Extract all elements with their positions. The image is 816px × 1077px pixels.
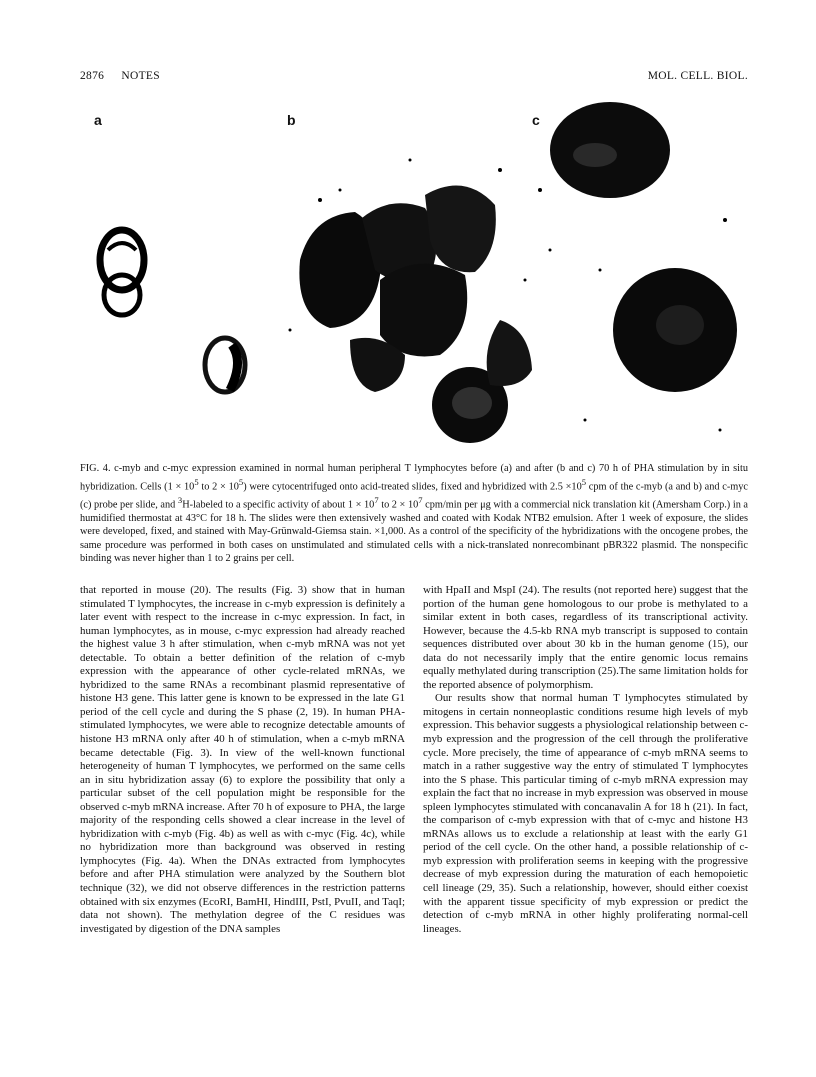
- panel-label-b: b: [287, 112, 296, 128]
- header-left: [80, 70, 160, 82]
- caption-part: to 2 × 10: [198, 481, 239, 493]
- caption-part: H-labeled to a specific activity of about 1 × 10: [182, 499, 375, 511]
- paragraph: that reported in mouse (20). The results (Fig. 3) show that in human stimulated T lymphocytes, the increase in c-myb expression is definitely a later event with respect to the increase in c-myc expression. In fact, in human lymphocytes, as in mouse, c-myc expression had already reached the highest value 3 h after stimulation, when c-myb mRNA was not yet detectable. To obtain a better definition of the relation of c-myb expression with the appearance of other cycle-related mRNAs, we hybridized to the same RNAs a recombinant plasmid representative of histone H3 gene. This latter gene is known to be expressed in the late G1 period of the cell cycle and during the S phase (2, 19). In human PHA-stimulated lymphocytes, we were able to recognize detectable amounts of histone H3 mRNA only after 40 h of stimulation, when a c-myb mRNA became detectable (Fig. 3). In view of the well-known functional heterogeneity of human T lymphocytes, we performed on the same cells an in situ hybridization assay (6) to explore the possibility that only a particular subset of the cell population might be responsible for the observed c-myb mRNA increase. After 70 h of exposure to PHA, the large majority of the responding cells showed a clear increase in the level of hybridization with c-myb (Fig. 4b) as well as with c-myc (Fig. 4c), while no hybridization more than background was observed in resting lymphocytes (Fig. 4a). When the DNAs extracted from lymphocytes before and after PHA stimulation were analyzed by the Southern blot technique (32), we did not observe differences in the restriction patterns obtained with six enzymes (EcoRI, BamHI, HindIII, PstI, PvuII, and TaqI; data not shown). The methylation degree of the C residues was investigated by digestion of the DNA samples: [80, 584, 405, 935]
- caption-sup: 3: [177, 494, 183, 505]
- journal-name: MOL. CELL. BIOL.: [647, 70, 748, 82]
- panel-b-cells: [289, 159, 533, 444]
- panel-label-c: c: [532, 112, 540, 128]
- caption-part: ) were cytocentrifuged onto acid-treated slides, fixed and hybridized with 2.5 ×10: [243, 481, 582, 493]
- caption-sup: 5: [194, 476, 199, 487]
- caption-part: cpm/min per μg with a commercial nick translation kit (Amersham Corp.) in a humidified thermostat at 43°C for 18 h. The slides were then extensively washed and coated with Kodak NTB2 emulsion. After 1 week of exposure, the slides were developed, fixed, and stained with May-Grünwald-Giemsa stain. ×1,000. As a control of the specificity of the hybridizations with the oncogene probes, the same procedure was performed in both cases on unstimulated and stimulated cells with a nick-translated nonrecombinant pBR322 plasmid. The nonspecific binding was never higher than 1 to 2 grains per cell.: [80, 499, 749, 565]
- page-number: 2876: [80, 70, 105, 82]
- paragraph: with HpaII and MspI (24). The results (not reported here) suggest that the portion of the human gene homologous to our probe is methylated to a similar extent in both cases, regardless of its transcriptional activity. However, because the 4.5-kb RNA myb transcript is supposed to contain sequences distributed over about 30 kb in the human genome (15), our data do not necessarily imply that the entire genomic locus remains equally methylated during transcription (25).The same limitation holds for the reported absence of polymorphism.: [423, 584, 748, 691]
- panel-a-cells: [100, 230, 245, 392]
- caption-part: to 2 × 10: [378, 499, 419, 511]
- caption-part: cpm of the c-myb (a and b) and c-myc (c) probe per slide, and: [80, 481, 748, 511]
- panel-label-a: a: [94, 112, 102, 128]
- caption-part: FIG. 4. c-myb and c-myc expression examined in normal human peripheral T lymphocytes before (a) and after (b and c) 70 h of PHA stimulation by in situ hybridization. Cells (1 × 10: [80, 463, 748, 493]
- paragraph: Our results show that normal human T lymphocytes stimulated by mitogens in certain nonneoplastic conditions resume high levels of myb expression. This behavior suggests a physiological relationship between c-myb expression and the progression of the cell through the proliferative cycle. More precisely, the time of appearance of c-myb mRNA seems to match in a rather suggestive way the entry of stimulated T lymphocytes into the S phase. This particular timing of c-myb mRNA expression may explain the fact that no increase in myb expression was observed in mouse spleen lymphocytes stimulated with concanavalin A for 18 h (21). In fact, the comparison of c-myb expression with that of c-myc and histone H3 mRNAs allows us to exclude a relationship at least with the early G1 period of the cell cycle. On the other hand, a possible relationship of c-myb expression with proliferation seems in keeping with the progressive decrease of myb expression during the maturation of each hemopoietic cell lineage (29, 35). Such a relationship, however, should either coexist with the apparent tissue specificity of myb expression or predict the detection of c-myb mRNA in other highly proliferating normal-cell lineages.: [423, 692, 748, 935]
- caption-sup: 5: [238, 476, 244, 487]
- left-column: [80, 584, 405, 936]
- figure-caption: [80, 462, 748, 566]
- caption-sup: 5: [581, 476, 587, 487]
- panel-c-cells: [538, 102, 737, 432]
- figure-4-micrograph: [80, 100, 748, 455]
- caption-sup: 7: [418, 494, 423, 505]
- micrograph-cells-icon: [80, 100, 748, 455]
- page-header: [80, 70, 748, 88]
- right-column: [423, 584, 748, 936]
- section-title: NOTES: [121, 70, 160, 82]
- body-text: [80, 584, 748, 1034]
- caption-sup: 7: [374, 494, 379, 505]
